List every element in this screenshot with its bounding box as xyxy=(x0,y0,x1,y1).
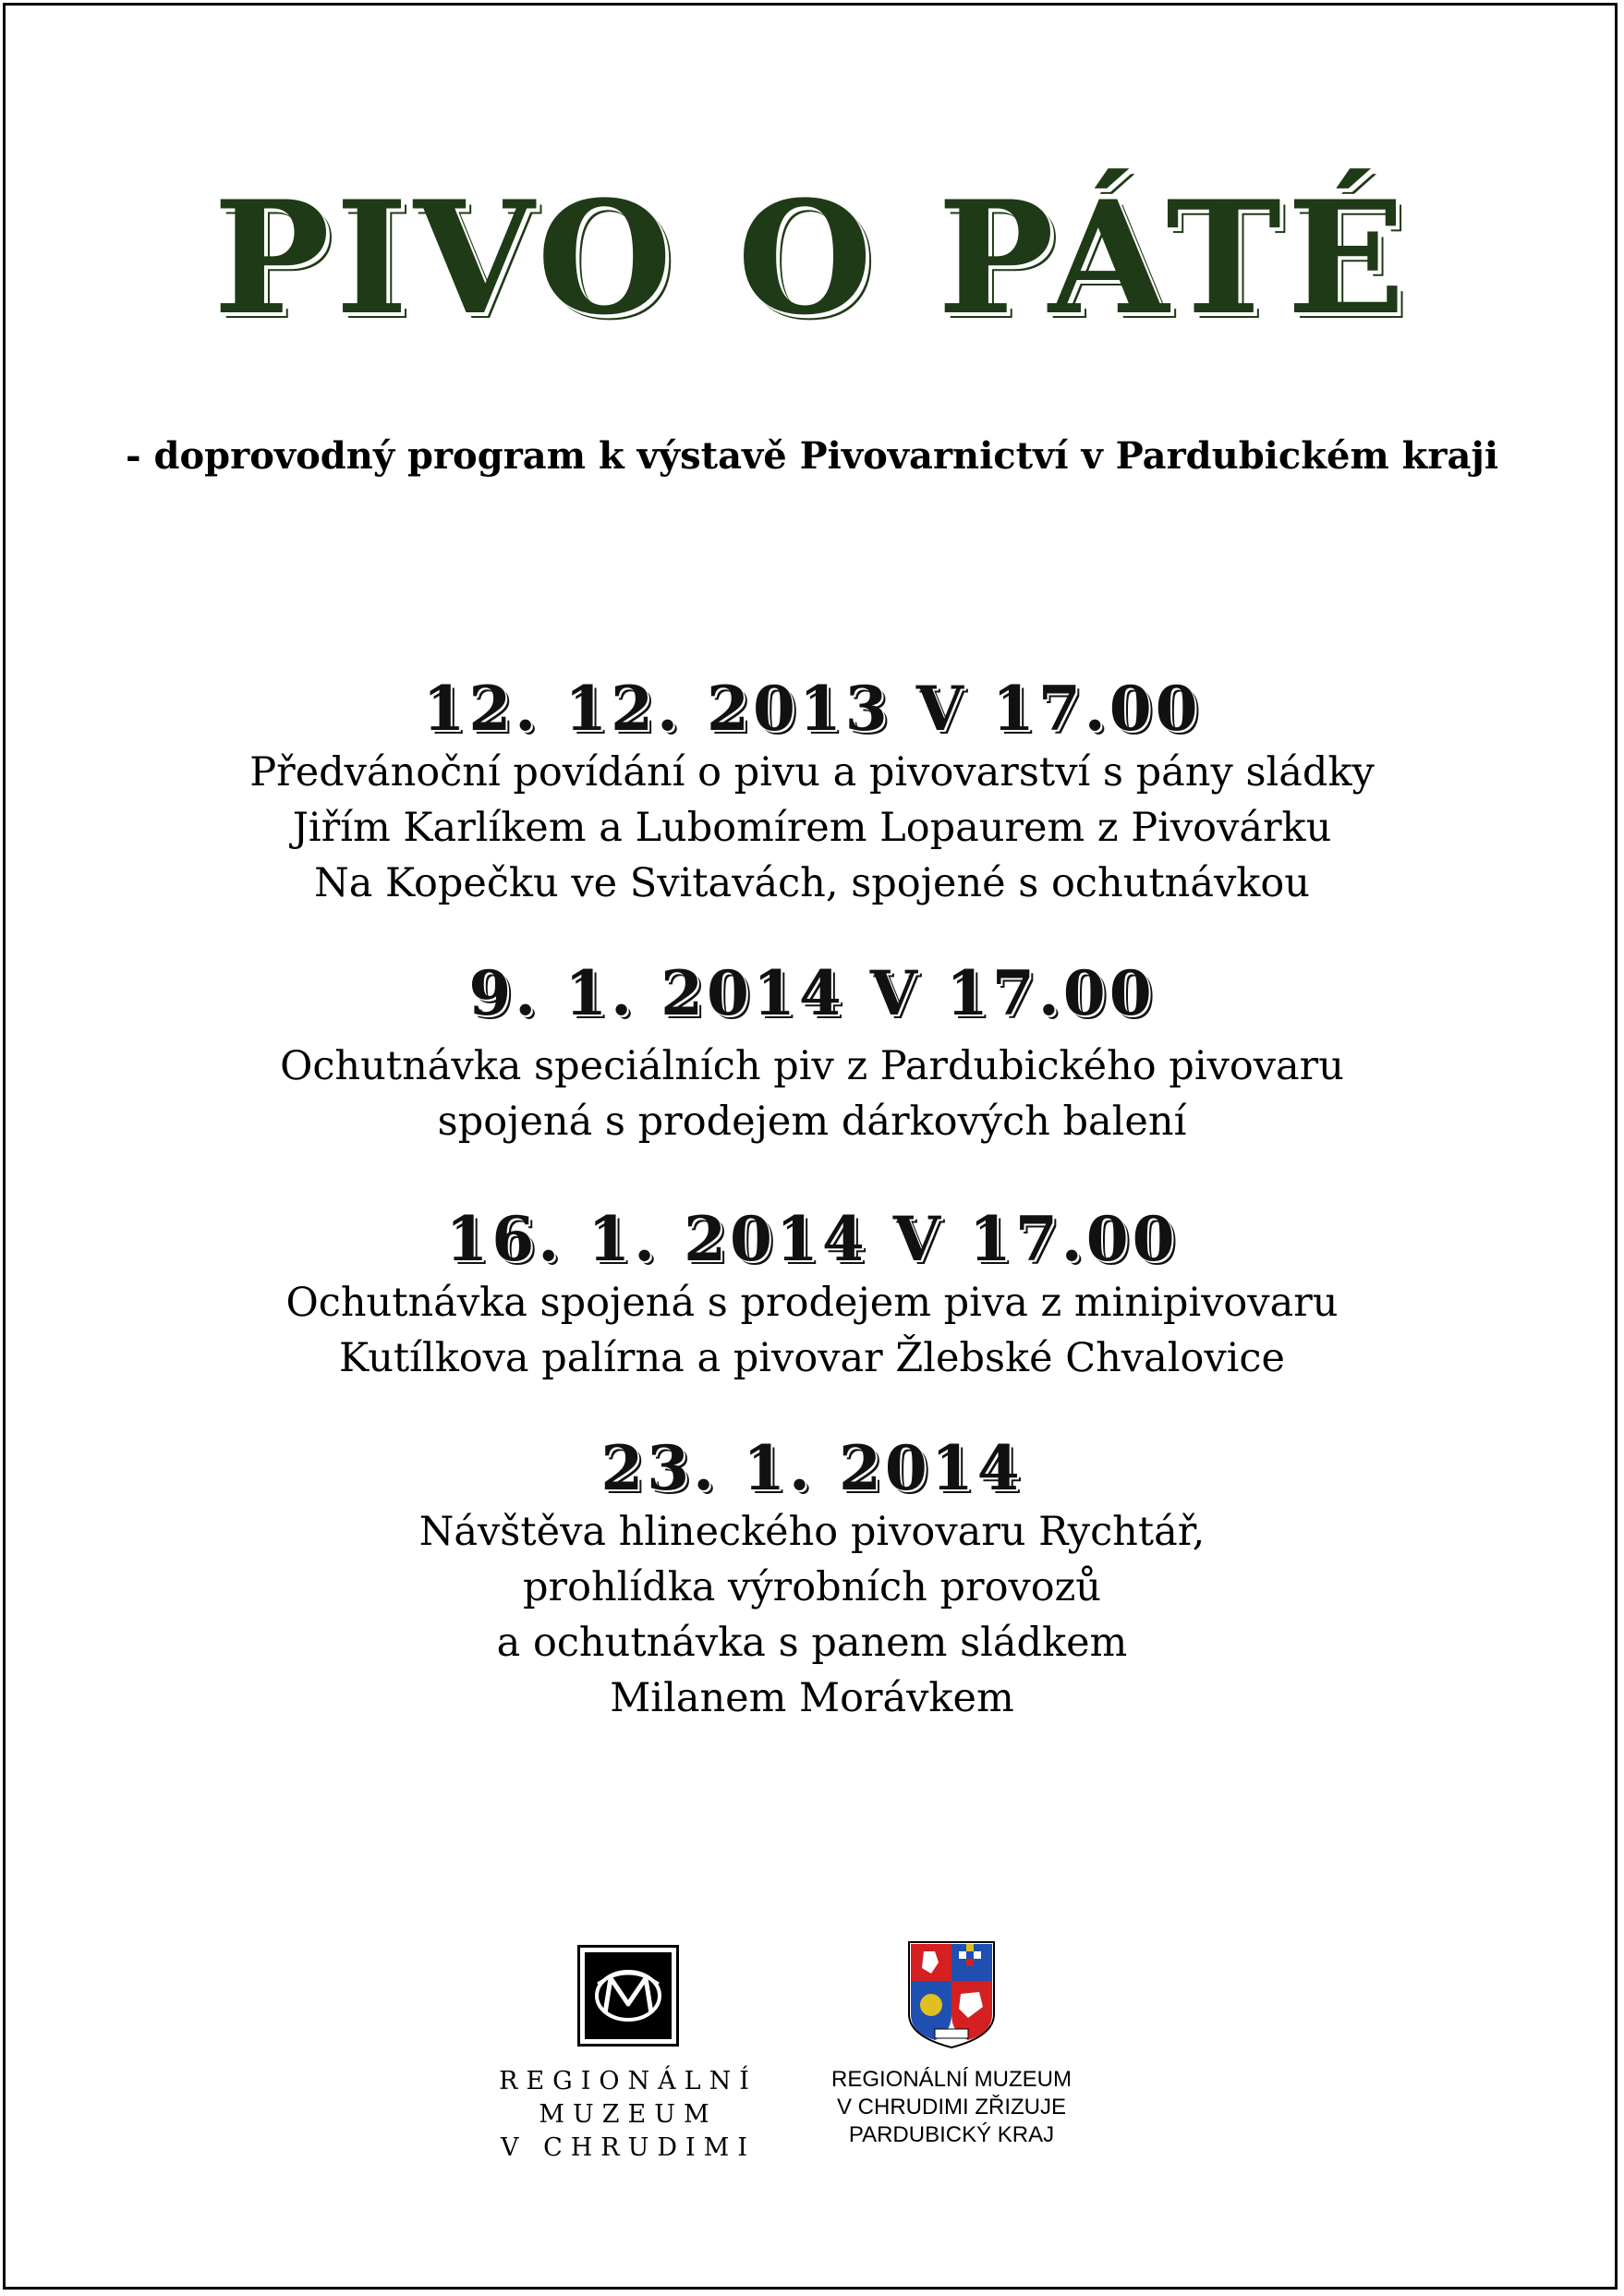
event-item xyxy=(0,1202,1624,1386)
event-date: 9. 1. 2014 V 17.00 xyxy=(468,956,1156,1029)
event-description-line: Kutílkova palírna a pivovar Žlebské Chvalovice xyxy=(339,1334,1285,1381)
pardubice-region-coat-of-arms-icon xyxy=(907,1940,996,2049)
event-list xyxy=(0,674,1624,1774)
region-founder-line: PARDUBICKÝ KRAJ xyxy=(848,2122,1055,2147)
event-description-line: Návštěva hlineckého pivovaru Rychtář, xyxy=(418,1508,1206,1555)
event-date: 23. 1. 2014 xyxy=(600,1431,1024,1504)
event-description-line: Ochutnávka speciálních piv z Pardubického pivovaru xyxy=(280,1042,1344,1089)
event-date: 12. 12. 2013 V 17.00 xyxy=(422,673,1202,745)
poster-subtitle: - doprovodný program k výstavě Pivovarnictví v Pardubickém kraji xyxy=(125,434,1499,478)
region-founder-line: REGIONÁLNÍ MUZEUM xyxy=(830,2067,1072,2092)
poster-title: PIVO O PÁTÉ xyxy=(212,166,1412,349)
museum-name-line: MUZEUM xyxy=(539,2100,718,2129)
event-description-line: Jiřím Karlíkem a Lubomírem Lopaurem z Pivovárku xyxy=(292,804,1332,851)
event-description-line: a ochutnávka s panem sládkem xyxy=(496,1619,1128,1666)
event-item xyxy=(0,674,1624,911)
museum-name-line: V CHRUDIMI xyxy=(501,2133,756,2162)
event-description-line: Ochutnávka spojená s prodejem piva z minipivovaru xyxy=(285,1279,1339,1326)
museum-monogram-logo-icon xyxy=(577,1945,679,2047)
event-description-line: Předvánoční povídání o pivu a pivovarství s pány sládky xyxy=(249,748,1375,796)
event-description-line: Milanem Morávkem xyxy=(610,1674,1014,1721)
region-founder-line: V CHRUDIMI ZŘIZUJE xyxy=(837,2095,1066,2120)
region-logo-block xyxy=(813,1940,1090,2149)
event-description-line: prohlídka výrobních provozů xyxy=(523,1563,1101,1610)
event-item xyxy=(0,956,1624,1149)
museum-logo-block xyxy=(480,1945,776,2165)
museum-name-line: REGIONÁLNÍ xyxy=(499,2067,757,2096)
event-date: 16. 1. 2014 V 17.00 xyxy=(445,1202,1179,1275)
event-item xyxy=(0,1431,1624,1726)
event-description-line: Na Kopečku ve Svitavách, spojené s ochutnávkou xyxy=(314,859,1310,906)
event-description-line: spojená s prodejem dárkových balení xyxy=(437,1098,1187,1145)
